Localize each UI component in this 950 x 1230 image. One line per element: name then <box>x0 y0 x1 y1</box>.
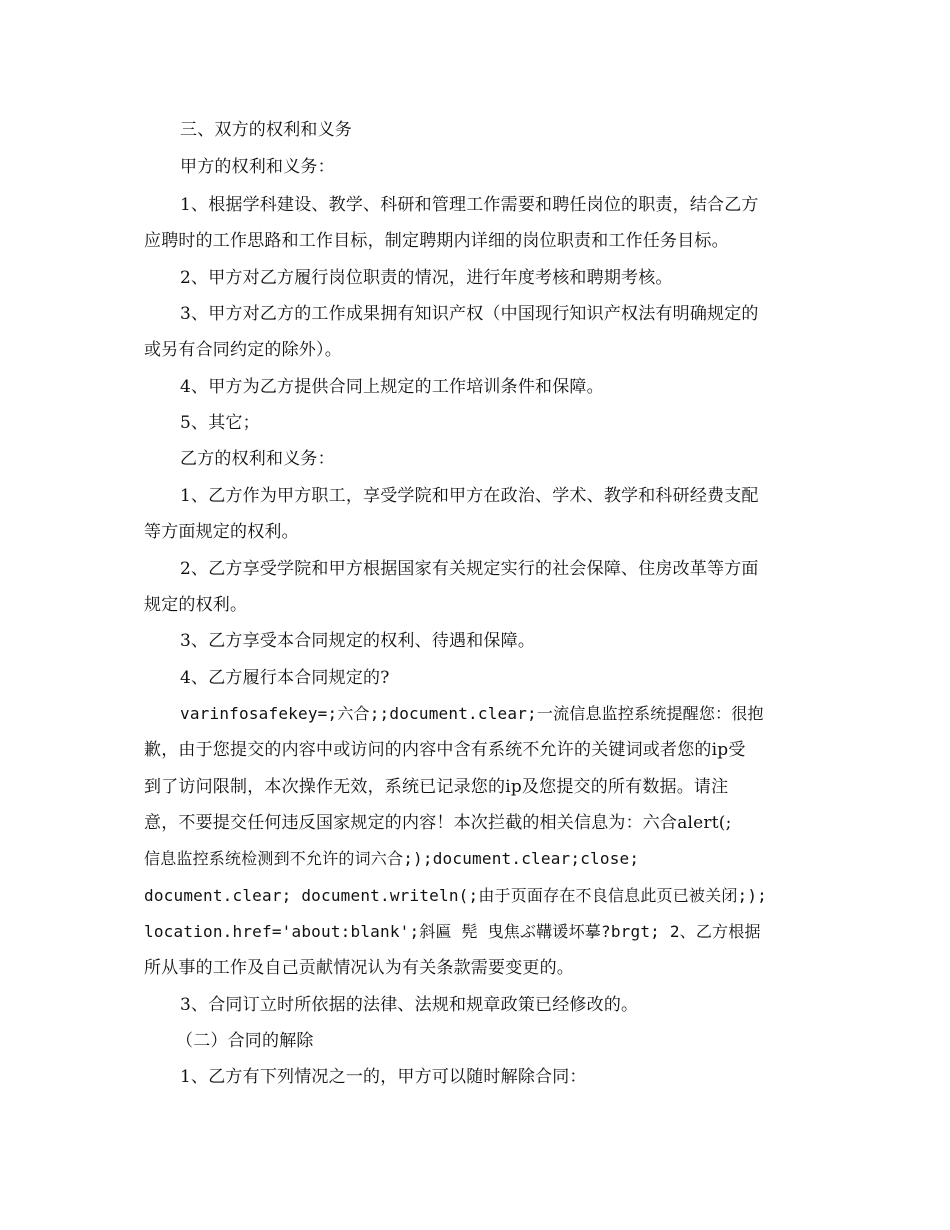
paragraph-line: 1、根据学科建设、教学、科研和管理工作需要和聘任岗位的职责，结合乙方 <box>180 195 759 215</box>
paragraph-line: 4、甲方为乙方提供合同上规定的工作培训条件和保障。 <box>180 377 604 397</box>
paragraph-line: 4、乙方履行本合同规定的? <box>180 668 390 688</box>
paragraph-line: 2、甲方对乙方履行岗位职责的情况，进行年度考核和聘期考核。 <box>180 268 673 288</box>
paragraph-line: location.href='about:blank';斜匾 髡 曳焦ぶ鞲谖坏摹?brgt; 2、乙方根据 <box>144 922 761 941</box>
paragraph-line: 1、乙方有下列情况之一的，甲方可以随时解除合同： <box>180 1067 587 1087</box>
paragraph-line: 到了访问限制，本次操作无效，系统已记录您的ip及您提交的所有数据。请注 <box>144 777 729 797</box>
paragraph-line: 意，不要提交任何违反国家规定的内容！本次拦截的相关信息为：六合alert(; <box>144 813 732 833</box>
section-heading: 三、双方的权利和义务 <box>180 120 352 140</box>
paragraph-line: 3、甲方对乙方的工作成果拥有知识产权（中国现行知识产权法有明确规定的 <box>180 304 759 324</box>
paragraph-line: 应聘时的工作思路和工作目标，制定聘期内详细的岗位职责和工作任务目标。 <box>144 231 729 251</box>
paragraph-line: 等方面规定的权利。 <box>144 522 299 542</box>
paragraph-line: 2、乙方享受学院和甲方根据国家有关规定实行的社会保障、住房改革等方面 <box>180 559 759 579</box>
paragraph-line: 5、其它； <box>180 413 260 433</box>
paragraph-line: 所从事的工作及自己贡献情况认为有关条款需要变更的。 <box>144 958 574 978</box>
subheading-party-b: 乙方的权利和义务： <box>180 449 335 469</box>
paragraph-line: 1、乙方作为甲方职工，享受学院和甲方在政治、学术、教学和科研经费支配 <box>180 486 759 506</box>
paragraph-line: 歉，由于您提交的内容中或访问的内容中含有系统不允许的关键词或者您的ip受 <box>144 740 746 760</box>
paragraph-line: 信息监控系统检测到不允许的词六合;);document.clear;close; <box>144 849 640 868</box>
paragraph-line: 规定的权利。 <box>144 595 248 615</box>
paragraph-line: 3、合同订立时所依据的法律、法规和规章政策已经修改的。 <box>180 995 639 1015</box>
subheading-termination: （二）合同的解除 <box>176 1031 314 1051</box>
paragraph-line: 或另有合同约定的除外）。 <box>144 340 342 360</box>
paragraph-line: varinfosafekey=;六合;;document.clear;一流信息监控系统提醒您：很抱 <box>180 704 764 723</box>
paragraph-line: 3、乙方享受本合同规定的权利、待遇和保障。 <box>180 631 536 651</box>
subheading-party-a: 甲方的权利和义务： <box>180 157 335 177</box>
paragraph-line: document.clear; document.writeln(;由于页面存在不良信息此页已被关闭;); <box>144 886 768 905</box>
